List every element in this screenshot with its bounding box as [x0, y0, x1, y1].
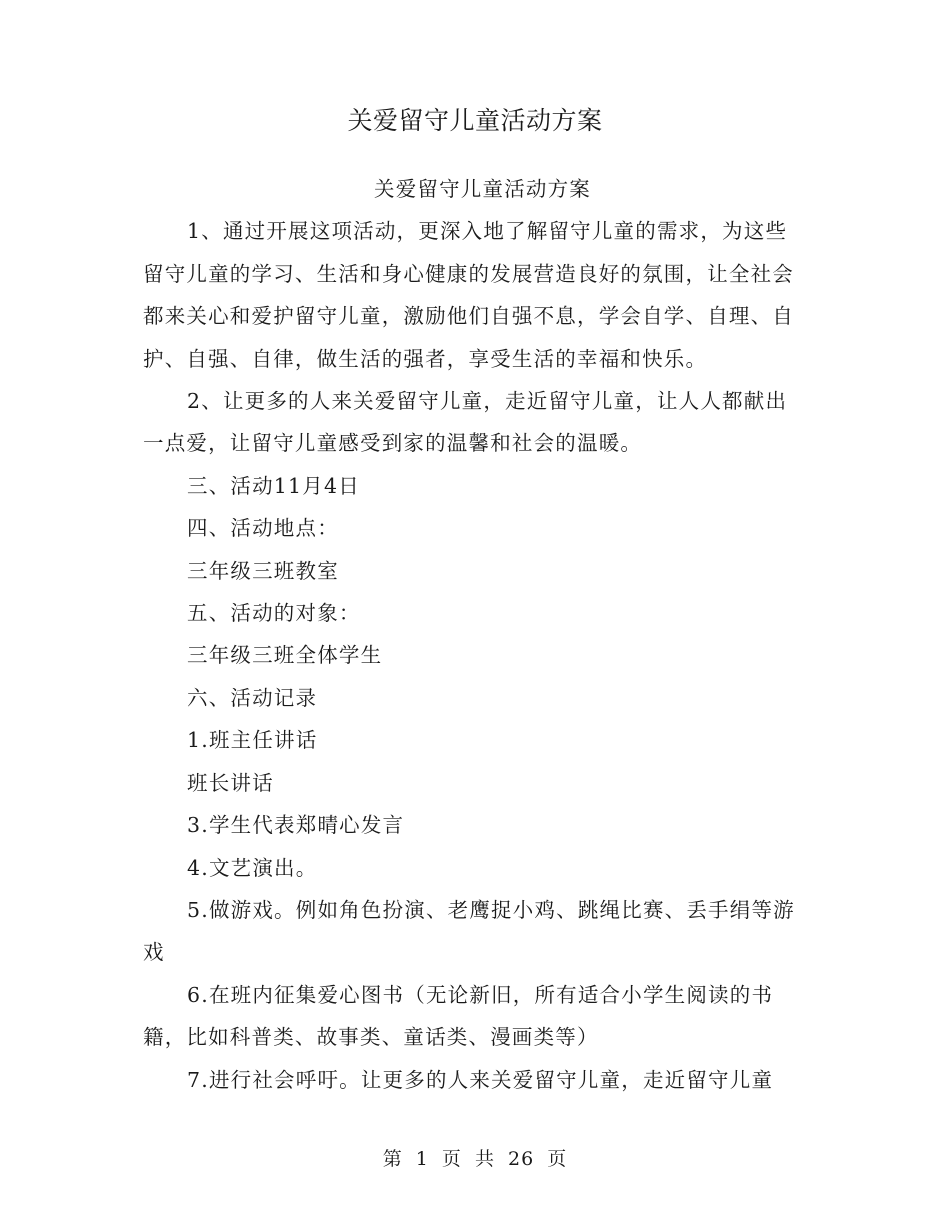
list-item-1: 1.班主任讲话 [187, 728, 318, 753]
list-item-3: 3.学生代表郑晴心发言 [187, 813, 405, 838]
list-item-4: 4.文艺演出。 [187, 855, 318, 880]
list-item-2: 班长讲话 [187, 770, 274, 795]
paragraph-location: 三年级三班教室 [187, 558, 339, 583]
paragraph-record-heading: 六、活动记录 [187, 685, 318, 710]
document-subtitle: 关爱留守儿童活动方案 [374, 177, 591, 201]
list-item-5: 5.做游戏。例如角色扮演、老鹰捉小鸡、跳绳比赛、丢手绢等游戏 [143, 897, 795, 965]
paragraph-goal-2: 2、让更多的人来关爱留守儿童，走近留守儿童，让人人都献出一点爱，让留守儿童感受到家的温馨和社会的温暖。 [143, 389, 788, 456]
document-title: 关爱留守儿童活动方案 [347, 106, 603, 135]
document-body [143, 168, 808, 1101]
list-item-6: 6.在班内征集爱心图书（无论新旧，所有适合小学生阅读的书籍，比如科普类、故事类、童话类、漫画类等） [143, 982, 774, 1050]
paragraph-activity-date: 三、活动11月4日 [187, 473, 360, 498]
paragraph-target: 三年级三班全体学生 [187, 643, 383, 668]
paragraph-target-heading: 五、活动的对象： [187, 601, 361, 626]
paragraph-location-heading: 四、活动地点： [187, 516, 339, 541]
list-item-7: 7.进行社会呼吁。让更多的人来关爱留守儿童，走近留守儿童 [187, 1067, 774, 1092]
paragraph-goal-1: 1、通过开展这项活动，更深入地了解留守儿童的需求，为这些留守儿童的学习、生活和身心健康的发展营造良好的氛围，让全社会都来关心和爱护留守儿童，激励他们自强不息，学会自学、自理、自护、自强、自律，做生活的强者，享受生活的幸福和快乐。 [143, 219, 794, 371]
page-number-footer: 第 1 页 共 26 页 [382, 1148, 568, 1170]
